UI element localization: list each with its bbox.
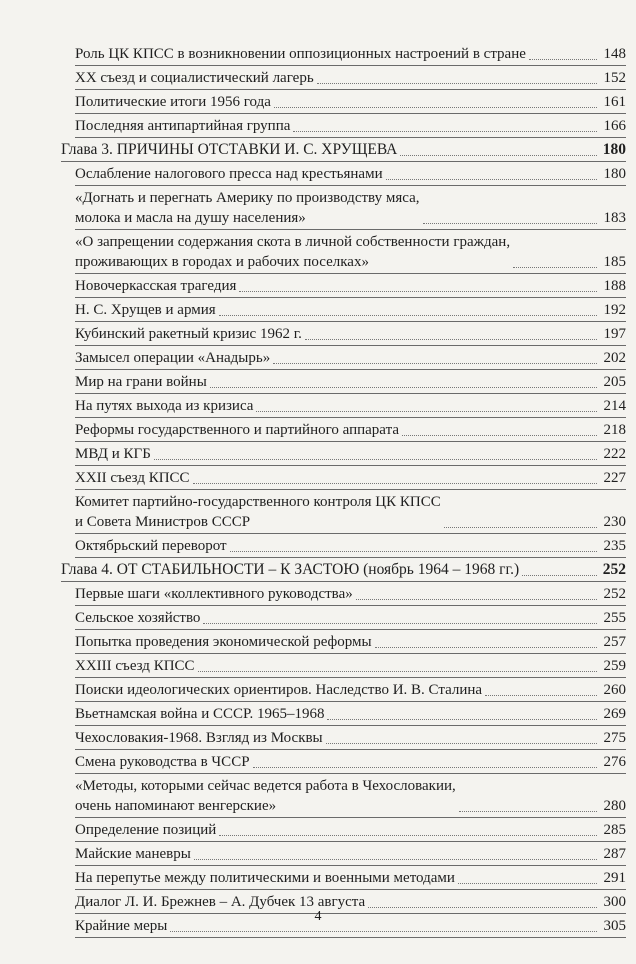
toc-page-number: 166 — [603, 118, 626, 134]
dot-leader — [317, 83, 597, 84]
toc-entry — [75, 300, 626, 322]
toc-page-number: 285 — [603, 822, 626, 838]
toc-entry-title — [75, 728, 600, 748]
toc-entry — [75, 632, 626, 654]
toc-page-number: 161 — [603, 94, 626, 110]
toc-page-number: 287 — [603, 846, 626, 862]
toc-page-number: 305 — [603, 918, 626, 934]
toc-entry — [75, 164, 626, 186]
toc-entry-title — [75, 116, 600, 136]
dot-leader — [400, 155, 597, 156]
dot-leader — [203, 623, 597, 624]
toc-entry-title-line: «Методы, которыми сейчас ведется работа в Чехословакии, — [75, 778, 456, 794]
toc-entry-title-line: Н. С. Хрущев и армия — [75, 302, 216, 318]
dot-leader — [459, 811, 597, 812]
toc-page-number: 192 — [603, 302, 626, 318]
toc-page-number: 252 — [603, 586, 626, 602]
toc-entry-title-line: Глава 3. ПРИЧИНЫ ОТСТАВКИ И. С. ХРУЩЕВА — [61, 141, 398, 158]
toc-entry-title — [75, 324, 600, 344]
toc-entry-title-line: «Догнать и перегнать Америку по производству мяса, — [75, 190, 420, 206]
toc-entry-title-line: Диалог Л. И. Брежнев – А. Дубчек 13 августа — [75, 894, 366, 910]
toc-entry-title-line: XXII съезд КПСС — [75, 470, 190, 486]
toc-entry — [75, 868, 626, 890]
toc-entry-title — [75, 680, 600, 700]
toc-entry-title-line: молока и масла на душу населения» — [75, 210, 306, 226]
dot-leader — [219, 315, 597, 316]
toc-entry-title — [75, 372, 600, 392]
toc-entry-title-line: Реформы государственного и партийного аппарата — [75, 422, 399, 438]
toc-entry — [75, 396, 626, 418]
toc-page-number: 257 — [603, 634, 626, 650]
toc-page-number: 276 — [603, 754, 626, 770]
toc-entry-title-line: Сельское хозяйство — [75, 610, 201, 626]
toc-entry-title — [75, 868, 600, 888]
toc-page-number: 202 — [603, 350, 626, 366]
toc-page-number: 218 — [603, 422, 626, 438]
toc-entry — [75, 728, 626, 750]
dot-leader — [210, 387, 597, 388]
toc-entry — [75, 92, 626, 114]
toc-page-number: 260 — [603, 682, 626, 698]
toc-entry-title — [75, 420, 600, 440]
toc-entry-title — [75, 348, 600, 368]
toc-entry — [75, 276, 626, 298]
toc-entry-title-line: Кубинский ракетный кризис 1962 г. — [75, 326, 302, 342]
toc-page-number: 230 — [603, 514, 626, 530]
toc-entry-title — [75, 584, 600, 604]
toc-entry — [75, 752, 626, 774]
dot-leader — [154, 459, 597, 460]
toc-entry — [75, 188, 626, 230]
toc-entry — [75, 820, 626, 842]
dot-leader — [326, 743, 597, 744]
toc-entry — [75, 608, 626, 630]
toc-entry-title — [75, 92, 600, 112]
dot-leader — [368, 907, 597, 908]
dot-leader — [513, 267, 597, 268]
toc-entry-title-line: проживающих в городах и рабочих поселках» — [75, 254, 369, 270]
toc-entry-title — [75, 632, 600, 652]
dot-leader — [444, 527, 597, 528]
toc-entry-title — [61, 560, 600, 580]
toc-entry-title — [75, 704, 600, 724]
dot-leader — [253, 767, 597, 768]
toc-entry — [75, 420, 626, 442]
toc-entry-title-line: очень напоминают венгерские» — [75, 798, 277, 814]
toc-entry-title-line: Роль ЦК КПСС в возникновении оппозиционных настроений в стране — [75, 46, 526, 62]
toc-entry-title-line: Октябрьский переворот — [75, 538, 227, 554]
toc-entry-title-line: Майские маневры — [75, 846, 191, 862]
toc-page-number: 180 — [603, 166, 626, 182]
toc-entry-title-line: XX съезд и социалистический лагерь — [75, 70, 314, 86]
toc-page-number: 280 — [603, 798, 626, 814]
toc-page-number: 197 — [603, 326, 626, 342]
page-number: 4 — [314, 909, 322, 924]
toc-entry — [75, 324, 626, 346]
toc-entry-title — [75, 444, 600, 464]
toc-entry-title-line: Определение позиций — [75, 822, 217, 838]
toc-page-number: 185 — [603, 254, 626, 270]
toc-entry — [75, 372, 626, 394]
toc-entry-title-line: Поиски идеологических ориентиров. Наследство И. В. Сталина — [75, 682, 483, 698]
dot-leader — [170, 931, 597, 932]
toc-entry-title-line: Мир на грани войны — [75, 374, 207, 390]
toc-entry-title-line: Ослабление налогового пресса над крестьянами — [75, 166, 383, 182]
dot-leader — [293, 131, 597, 132]
toc-entry-title-line: Первые шаги «коллективного руководства» — [75, 586, 353, 602]
toc-page-number: 252 — [602, 561, 626, 578]
dot-leader — [356, 599, 597, 600]
dot-leader — [239, 291, 597, 292]
toc-page-number: 255 — [603, 610, 626, 626]
toc-entry-title — [75, 776, 600, 816]
dot-leader — [274, 107, 597, 108]
toc-entry-title-line: Новочеркасская трагедия — [75, 278, 237, 294]
toc-entry-title-line: На перепутье между политическими и военными методами — [75, 870, 455, 886]
toc-entry-title-line: МВД и КГБ — [75, 446, 151, 462]
toc-entry-title-line: Глава 4. ОТ СТАБИЛЬНОСТИ – К ЗАСТОЮ (ноябрь 1964 – 1968 гг.) — [61, 561, 520, 578]
dot-leader — [386, 179, 597, 180]
toc-entry-title — [75, 536, 600, 556]
toc-entry-title — [75, 844, 600, 864]
toc-entry — [75, 468, 626, 490]
toc-page-number: 235 — [603, 538, 626, 554]
toc-chapter-entry — [61, 140, 626, 162]
toc-entry-title-line: Вьетнамская война и СССР. 1965–1968 — [75, 706, 325, 722]
toc-entry — [75, 656, 626, 678]
toc-page-number: 259 — [603, 658, 626, 674]
dot-leader — [522, 575, 597, 576]
toc-entry-title-line: Комитет партийно-государственного контроля ЦК КПСС — [75, 494, 441, 510]
toc-entry — [75, 704, 626, 726]
dot-leader — [193, 483, 597, 484]
toc-entry-title — [75, 300, 600, 320]
table-of-contents — [61, 44, 626, 940]
dot-leader — [375, 647, 597, 648]
toc-entry-title-line: Политические итоги 1956 года — [75, 94, 271, 110]
toc-entry-title — [75, 492, 600, 532]
toc-entry-title — [75, 276, 600, 296]
toc-page-number: 222 — [603, 446, 626, 462]
toc-page-number: 227 — [603, 470, 626, 486]
toc-page-number: 152 — [603, 70, 626, 86]
toc-page-number: 300 — [603, 894, 626, 910]
toc-entry-title — [75, 608, 600, 628]
dot-leader — [305, 339, 597, 340]
toc-page-number: 214 — [603, 398, 626, 414]
toc-entry-title — [75, 752, 600, 772]
toc-entry-title — [75, 396, 600, 416]
toc-entry-title — [75, 656, 600, 676]
dot-leader — [485, 695, 597, 696]
toc-entry — [75, 44, 626, 66]
toc-entry — [75, 68, 626, 90]
dot-leader — [273, 363, 597, 364]
toc-entry — [75, 492, 626, 534]
toc-page-number: 148 — [603, 46, 626, 62]
dot-leader — [529, 59, 597, 60]
toc-page-number: 269 — [603, 706, 626, 722]
toc-entry-title-line: Крайние меры — [75, 918, 168, 934]
toc-entry-title-line: Замысел операции «Анадырь» — [75, 350, 271, 366]
toc-entry-title — [75, 44, 600, 64]
dot-leader — [458, 883, 597, 884]
dot-leader — [402, 435, 597, 436]
toc-entry-title-line: Чехословакия-1968. Взгляд из Москвы — [75, 730, 323, 746]
toc-entry-title-line: и Совета Министров СССР — [75, 514, 251, 530]
toc-page-number: 180 — [602, 141, 626, 158]
toc-entry — [75, 232, 626, 274]
toc-entry-title — [75, 820, 600, 840]
toc-entry — [75, 844, 626, 866]
dot-leader — [194, 859, 597, 860]
toc-entry-title-line: Последняя антипартийная группа — [75, 118, 291, 134]
dot-leader — [198, 671, 597, 672]
toc-entry-title — [75, 188, 600, 228]
toc-entry-title-line: XXIII съезд КПСС — [75, 658, 195, 674]
toc-entry-title-line: Смена руководства в ЧССР — [75, 754, 250, 770]
toc-entry-title-line: На путях выхода из кризиса — [75, 398, 254, 414]
toc-entry-title — [75, 68, 600, 88]
toc-entry — [75, 776, 626, 818]
toc-entry — [75, 584, 626, 606]
dot-leader — [327, 719, 597, 720]
toc-entry-title — [75, 164, 600, 184]
toc-entry-title-line: Попытка проведения экономической реформы — [75, 634, 372, 650]
toc-page-number: 183 — [603, 210, 626, 226]
toc-entry-title — [61, 140, 600, 160]
toc-page-number: 291 — [603, 870, 626, 886]
toc-entry — [75, 444, 626, 466]
toc-chapter-entry — [61, 560, 626, 582]
toc-entry-title — [75, 468, 600, 488]
toc-entry-title — [75, 232, 600, 272]
toc-page-number: 188 — [603, 278, 626, 294]
toc-entry — [75, 680, 626, 702]
toc-entry — [75, 116, 626, 138]
dot-leader — [423, 223, 598, 224]
dot-leader — [256, 411, 597, 412]
toc-entry-title-line: «О запрещении содержания скота в личной собственности граждан, — [75, 234, 511, 250]
toc-page-number: 275 — [603, 730, 626, 746]
dot-leader — [219, 835, 597, 836]
toc-page-number: 205 — [603, 374, 626, 390]
dot-leader — [230, 551, 597, 552]
toc-entry — [75, 536, 626, 558]
toc-entry — [75, 348, 626, 370]
